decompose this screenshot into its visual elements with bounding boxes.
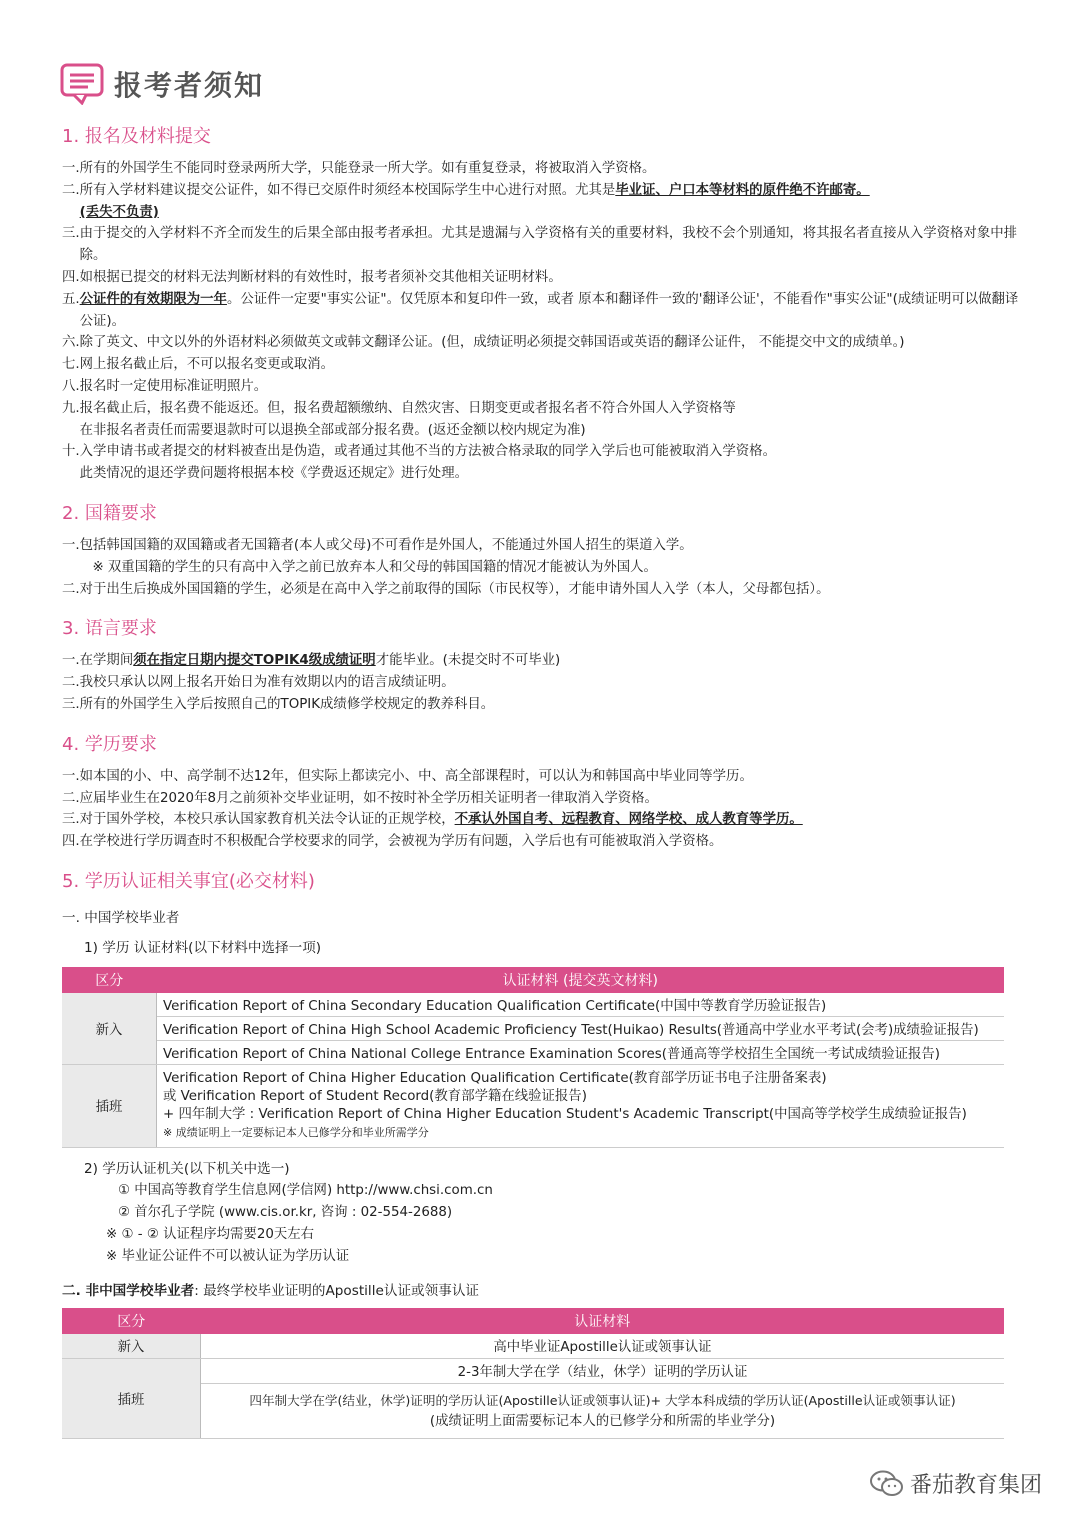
part-2-label [62, 1280, 1030, 1302]
row-category: 新入 [62, 1334, 201, 1359]
list-item [62, 354, 1030, 376]
column-header: 认证材料 (提交英文材料) [157, 967, 1005, 993]
part-2-title: 二. 非中国学校毕业者 [62, 1282, 195, 1299]
row-category: 插班 [62, 1358, 201, 1438]
section-title: 2. 国籍要求 [62, 502, 157, 524]
item-text: 网上报名截止后，不可以报名变更或取消。 [79, 357, 335, 373]
table-row [62, 1040, 1004, 1064]
item-number: 十. [62, 444, 80, 460]
item-text: 我校只承认以网上报名开始日为准有效期以内的语言成绩证明。 [79, 675, 455, 691]
item-text: 对于出生后换成外国国籍的学生，必须是在高中入学之前取得的国际（市民权等），才能申请外国人入学（本人，父母都包括）。 [79, 581, 830, 597]
text-part: 报名截止后，报名费不能返还。但，报名费超额缴纳、自然灾害、日期变更或者报名者不符合外国人入学资格等 [79, 400, 736, 416]
page-title: 报考者须知 [114, 69, 265, 102]
text-part: 此类情况的退还学费问题将根据本校《学费返还规定》进行处理。 [79, 466, 468, 482]
wechat-watermark [870, 1468, 1042, 1499]
item-text [80, 535, 1030, 579]
section-title: 4. 学历要求 [62, 733, 157, 755]
list-item: ② 首尔孔子学院 (www.cis.or.kr, 咨询 : 02-554-2688) [118, 1204, 453, 1220]
table-cell: Verification Report of China Secondary Education Qualification Certificate(中国中等教育学历验证报告) [157, 993, 1005, 1017]
item-number: 一. [62, 161, 80, 176]
list-item [62, 694, 1030, 716]
cell-note: ※ 成绩证明上一定要标记本人已修学分和毕业所需学分 [163, 1125, 429, 1139]
list-item [62, 579, 1030, 601]
list-item: ① 中国高等教育学生信息网(学信网) http://www.chsi.com.cn [118, 1182, 493, 1198]
certification-table-2 [62, 1308, 1004, 1439]
column-header: 认证材料 [201, 1308, 1005, 1334]
watermark-text: 番茄教育集团 [909, 1473, 1042, 1498]
page-header [60, 62, 264, 106]
table-cell [201, 1383, 1005, 1438]
table-cell: 高中毕业证Apostille认证或领事认证 [201, 1334, 1005, 1359]
section-3-list [62, 650, 1030, 715]
emphasis-text: 不承认外国自考、远程教育、网络学校、成人教育等学历。 [454, 812, 803, 828]
table-row [62, 993, 1004, 1017]
list-item [62, 332, 1030, 354]
list-item [62, 809, 1030, 831]
list-item [62, 831, 1030, 853]
list-item [62, 180, 1030, 224]
item-text [80, 398, 1030, 442]
item-number: 二. [62, 581, 80, 597]
text-part: 对于国外学校，本校只承认国家教育机关法令认证的正规学校， [79, 812, 455, 828]
item-text [80, 809, 1030, 831]
item-number: 二. [62, 182, 80, 198]
text-part: 在学期间 [79, 653, 134, 669]
item-number: 三. [62, 812, 80, 828]
list-item [62, 650, 1030, 672]
cell-line: 四年制大学在学(结业，休学)证明的学历认证(Apostille认证或领事认证)+ 大学本科成绩的学历认证(Apostille认证或领事认证) [249, 1392, 956, 1408]
item-text [80, 289, 1030, 333]
row-category: 插班 [62, 1064, 157, 1147]
section-4-list [62, 766, 1030, 853]
list-item: ※ 毕业证公证件不可以被认证为学历认证 [106, 1248, 350, 1264]
list-item [62, 788, 1030, 810]
emphasis-text: 公证件的有效期限为一年 [79, 291, 227, 307]
table-row [62, 1358, 1004, 1383]
item-text: 如本国的小、中、高学制不达12年，但实际上都读完小、中、高全部课程时，可以认为和韩国高中毕业同等学历。 [79, 768, 753, 784]
item-number: 一. [62, 653, 80, 669]
section-title: 5. 学历认证相关事宜(必交材料) [62, 870, 315, 892]
wechat-icon [870, 1470, 904, 1498]
item-number: 一. [62, 537, 80, 553]
part-2-desc: : 最终学校毕业证明的Apostille认证或领事认证 [194, 1282, 480, 1299]
item-number: 三. [62, 696, 80, 712]
item-number: 六. [62, 335, 80, 351]
spacer [62, 485, 1030, 501]
item-text: 所有的外国学生不能同时登录两所大学，只能登录一所大学。如有重复登录，将被取消入学资格。 [79, 161, 656, 176]
item-text [80, 441, 1030, 485]
item-text [80, 180, 1030, 224]
section-title: 3. 语言要求 [62, 618, 157, 640]
part-1-label: 一. 中国学校毕业者 [62, 909, 180, 926]
column-header: 区分 [62, 1308, 201, 1334]
sub-heading: 2) 学历认证机关(以下机关中选一) [84, 1160, 290, 1177]
row-category: 新入 [62, 993, 157, 1065]
spacer [62, 853, 1030, 869]
item-number: 五. [62, 291, 80, 307]
item-text: 除了英文、中文以外的外语材料必须做英文或韩文翻译公证。(但，成绩证明必须提交韩国语或英语的翻译公证件， 不能提交中文的成绩单。) [79, 335, 905, 351]
list-item [62, 289, 1030, 333]
section-1-list [62, 158, 1030, 485]
spacer [62, 600, 1030, 616]
table-row [62, 1334, 1004, 1359]
emphasis-text: (丢失不负责) [79, 204, 159, 220]
item-text: 在学校进行学历调查时不积极配合学校要求的同学，会被视为学历有问题，入学后也有可能被取消入学资格。 [79, 834, 723, 850]
list-item [62, 441, 1030, 485]
item-text: 报名时一定使用标准证明照片。 [79, 378, 268, 394]
section-title: 1. 报名及材料提交 [62, 126, 211, 147]
list-item [62, 267, 1030, 289]
table-cell: Verification Report of China High School Academic Proficiency Test(Huikao) Results(普通高中学业水平考试(会考)成绩验证报告) [157, 1016, 1005, 1040]
list-item [62, 223, 1030, 267]
list-item [62, 398, 1030, 442]
list-item [62, 158, 1030, 180]
table-row [62, 1383, 1004, 1438]
table-cell: 2-3年制大学在学（结业，休学）证明的学历认证 [201, 1358, 1005, 1383]
text-part: 。公证件一定要"事实公证"。仅凭原本和复印件一致，或者 原本和翻译件一致的'翻译公证'，不能看作"事实公证"(成绩证明可以做翻译公证)。 [79, 291, 1019, 329]
cell-line: Verification Report of China Higher Education Qualification Certificate(教育部学历证书电子注册备案表) [163, 1070, 827, 1086]
item-text [80, 650, 1030, 672]
table-header-row [62, 967, 1004, 993]
list-item [62, 376, 1030, 398]
item-number: 四. [62, 269, 80, 285]
item-number: 七. [62, 357, 80, 373]
item-number: 九. [62, 400, 80, 416]
list-item [62, 672, 1030, 694]
item-text: 如根据已提交的材料无法判断材料的有效性时，报考者须补交其他相关证明材料。 [79, 269, 562, 285]
item-number: 四. [62, 834, 80, 850]
cell-line: 或 Verification Report of Student Record(教育部学籍在线验证报告) [163, 1088, 587, 1104]
item-text: 应届毕业生在2020年8月之前须补交毕业证明，如不按时补全学历相关证明者一律取消入学资格。 [79, 790, 658, 806]
sub-heading: 1) 学历 认证材料(以下材料中选择一项) [84, 939, 322, 956]
certification-table-1 [62, 967, 1004, 1148]
item-number: 三. [62, 226, 80, 242]
emphasis-text: 须在指定日期内提交TOPIK4级成绩证明 [133, 653, 376, 669]
text-part: 在非报名者责任而需要退款时可以退换全部或部分报名费。(返还金额以校内规定为准) [79, 422, 586, 438]
cell-line: + 四年制大学 : Verification Report of China Higher Education Student's Academic Transcript(中国高等学校学生成绩验证报告) [163, 1106, 967, 1122]
text-part: 入学申请书或者提交的材料被查出是伪造，或者通过其他不当的方法被合格录取的同学入学后也可能被取消入学资格。 [79, 444, 776, 460]
section-2-list [62, 535, 1030, 600]
note-text: ※ 双重国籍的学生的只有高中入学之前已放弃本人和父母的韩国国籍的情况才能被认为外国人。 [92, 559, 657, 575]
list-item [62, 766, 1030, 788]
notice-content [62, 124, 1030, 1439]
text-part: 所有入学材料建议提交公证件，如不得已交原件时须经本校国际学生中心进行对照。尤其是 [79, 182, 616, 198]
table-cell [157, 1064, 1005, 1147]
list-item: ※ ① - ② 认证程序均需要20天左右 [106, 1226, 315, 1242]
text-part: 才能毕业。(未提交时不可毕业) [375, 653, 561, 669]
table-row [62, 1016, 1004, 1040]
emphasis-text: 毕业证、户口本等材料的原件绝不许邮寄。 [615, 182, 870, 198]
text-part: 包括韩国国籍的双国籍或者无国籍者(本人或父母)不可看作是外国人，不能通过外国人招生的渠道入学。 [79, 537, 693, 553]
column-header: 区分 [62, 967, 157, 993]
item-number: 八. [62, 378, 80, 394]
item-number: 二. [62, 675, 80, 691]
item-text: 所有的外国学生入学后按照自己的TOPIK成绩修学校规定的教养科目。 [79, 696, 495, 712]
table-row [62, 1064, 1004, 1147]
spacer [62, 716, 1030, 732]
item-number: 二. [62, 790, 80, 806]
table-header-row [62, 1308, 1004, 1334]
item-text: 由于提交的入学材料不齐全而发生的后果全部由报考者承担。尤其是遗漏与入学资格有关的重要材料，我校不会个别通知，将其报名者直接从入学资格对象中排除。 [79, 226, 1017, 264]
table-cell: Verification Report of China National College Entrance Examination Scores(普通高等学校招生全国统一考试成绩验证报告) [157, 1040, 1005, 1064]
item-number: 一. [62, 768, 80, 784]
cell-line: (成绩证明上面需要标记本人的已修学分和所需的毕业学分) [429, 1413, 776, 1429]
agency-list [62, 1180, 1030, 1268]
chat-bubble-icon [60, 63, 104, 105]
list-item [62, 535, 1030, 579]
